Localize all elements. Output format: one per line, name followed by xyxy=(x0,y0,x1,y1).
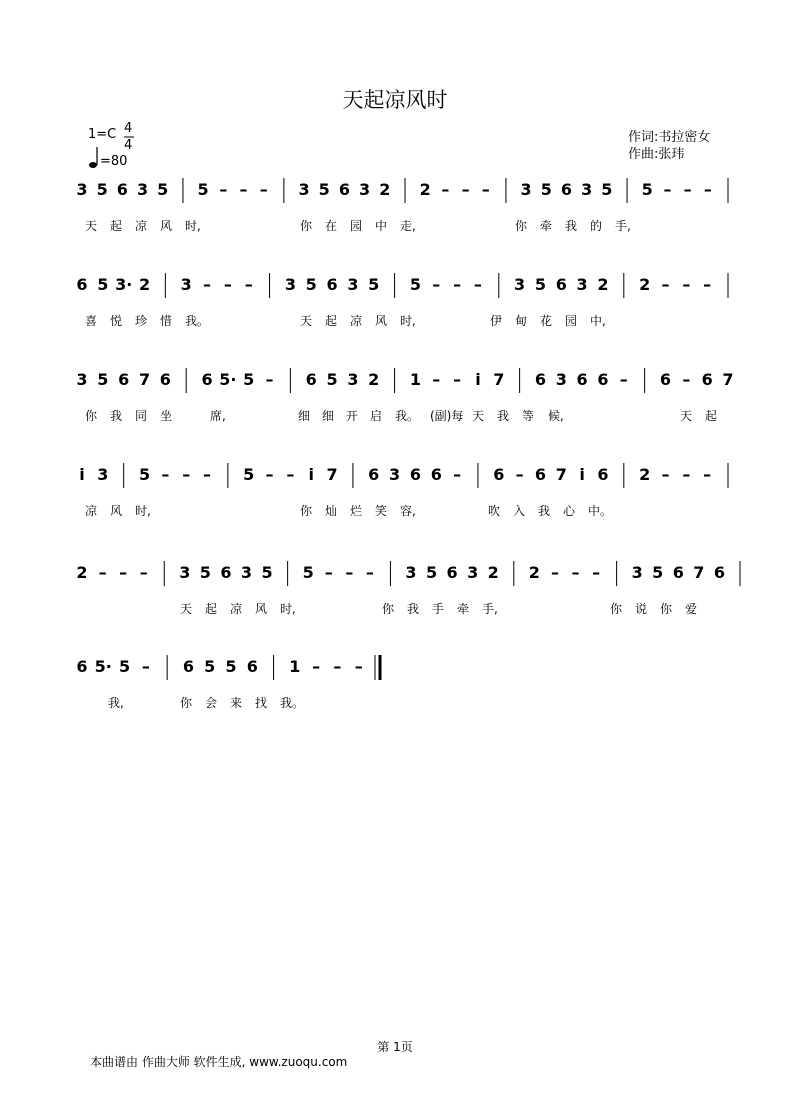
dash-hold: – xyxy=(515,465,524,484)
note: 3 xyxy=(520,180,532,199)
lyric-syllable: 珍 xyxy=(135,314,148,328)
note: 5· xyxy=(94,657,112,676)
note: 6 xyxy=(409,465,421,484)
note: 5 xyxy=(204,657,216,676)
note: 3 xyxy=(240,563,253,582)
lyric-syllable: 笑 xyxy=(375,504,388,518)
note: 5· xyxy=(219,370,237,389)
lyric-syllable: 说 xyxy=(635,602,648,616)
note: 5 xyxy=(326,370,338,389)
note: 6 xyxy=(118,370,130,389)
note: 5 xyxy=(225,657,237,676)
note: 6 xyxy=(534,370,547,389)
note: 5 xyxy=(540,180,552,199)
note: 5 xyxy=(652,563,664,582)
lyric-syllable: 凉 xyxy=(85,504,98,518)
dash-hold: – xyxy=(682,275,691,294)
note: 3 xyxy=(76,180,88,199)
lyric-syllable: 你 xyxy=(85,409,98,423)
lyric-syllable: 手, xyxy=(482,602,498,616)
dash-hold: – xyxy=(441,180,450,199)
note: 3 xyxy=(180,275,192,294)
note: 3 xyxy=(347,370,359,389)
note: i xyxy=(475,370,481,389)
lyric-syllable: 牵 xyxy=(457,602,470,616)
note: 2 xyxy=(639,465,651,484)
lyric-syllable: 候, xyxy=(548,409,564,423)
lyric-syllable: (副)每 xyxy=(430,409,464,423)
dash-hold: – xyxy=(682,370,691,389)
dash-hold: – xyxy=(453,275,462,294)
lyric-syllable: 我 xyxy=(565,219,578,233)
dash-hold: – xyxy=(219,180,228,199)
note: 5 xyxy=(425,563,438,582)
dash-hold: – xyxy=(324,563,333,582)
note: 1 xyxy=(409,370,421,389)
note: 6 xyxy=(76,275,88,294)
dash-hold: – xyxy=(244,275,253,294)
lyric-syllable: 园 xyxy=(350,219,363,233)
lyricist-credit: 作词:书拉密女 xyxy=(628,130,711,145)
note: 6 xyxy=(672,563,684,582)
note: 7 xyxy=(722,370,734,389)
note: 6 xyxy=(305,370,317,389)
dash-hold: – xyxy=(481,180,490,199)
dash-hold: – xyxy=(703,275,712,294)
note: 6 xyxy=(493,465,505,484)
lyric-syllable: 凉 xyxy=(350,314,363,328)
lyric-syllable: 惜 xyxy=(160,314,173,328)
lyric-syllable: 悦 xyxy=(110,314,123,328)
lyric-syllable: 甸 xyxy=(515,314,528,328)
dash-hold: – xyxy=(141,657,150,676)
system-5 xyxy=(76,561,740,616)
song-title: 天起凉风时 xyxy=(342,88,448,112)
lyric-syllable: 入 xyxy=(513,504,526,518)
lyric-syllable: 我 xyxy=(110,409,123,423)
dash-hold: – xyxy=(432,275,441,294)
note: 5 xyxy=(409,275,421,294)
dash-hold: – xyxy=(453,370,462,389)
note: 6 xyxy=(701,370,713,389)
note: 6 xyxy=(555,275,567,294)
dash-hold: – xyxy=(223,275,232,294)
lyric-syllable: 风 xyxy=(160,219,173,233)
lyric-syllable: 风 xyxy=(255,602,268,616)
note: 6 xyxy=(597,370,609,389)
note: 5 xyxy=(368,275,380,294)
note: 3 xyxy=(631,563,643,582)
lyric-syllable: 在 xyxy=(325,219,338,233)
dash-hold: – xyxy=(663,180,672,199)
lyric-syllable: 凉 xyxy=(230,602,243,616)
key-signature: 1=C xyxy=(88,127,117,142)
note: 3 xyxy=(298,180,310,199)
dash-hold: – xyxy=(703,180,712,199)
dash-hold: – xyxy=(592,563,601,582)
dash-hold: – xyxy=(239,180,248,199)
note: 3 xyxy=(284,275,296,294)
note: 6 xyxy=(534,465,547,484)
dash-hold: – xyxy=(473,275,482,294)
dash-hold: – xyxy=(661,465,670,484)
lyric-syllable: 伊 xyxy=(490,314,503,328)
lyric-syllable: 吹 xyxy=(488,504,501,518)
dash-hold: – xyxy=(203,275,212,294)
note: 6 xyxy=(182,657,194,676)
dash-hold: – xyxy=(312,657,321,676)
dash-hold: – xyxy=(619,370,628,389)
note: 3 xyxy=(389,465,401,484)
note: 7 xyxy=(138,370,151,389)
dash-hold: – xyxy=(119,563,128,582)
lyric-syllable: 起 xyxy=(110,219,123,233)
note: 6 xyxy=(446,563,458,582)
dash-hold: – xyxy=(265,465,274,484)
system-6 xyxy=(76,655,380,710)
dash-hold: – xyxy=(661,275,670,294)
lyric-syllable: 细 xyxy=(322,409,335,423)
note: 5 xyxy=(157,180,169,199)
note: 2 xyxy=(639,275,651,294)
note: 5 xyxy=(305,275,317,294)
lyric-syllable: 手, xyxy=(615,219,631,233)
note: 2 xyxy=(368,370,380,389)
lyric-syllable: 牵 xyxy=(540,219,553,233)
note: 5 xyxy=(601,180,613,199)
note: 5 xyxy=(97,370,109,389)
lyric-syllable: 天 xyxy=(472,409,485,423)
lyric-syllable: 找 xyxy=(255,696,268,710)
note: 1 xyxy=(289,657,301,676)
lyric-syllable: 我 xyxy=(497,409,510,423)
note: 3 xyxy=(555,370,567,389)
note: 7 xyxy=(493,370,505,389)
note: 5 xyxy=(199,563,211,582)
dash-hold: – xyxy=(182,465,191,484)
lyric-syllable: 天 xyxy=(300,314,313,328)
lyric-syllable: 来 xyxy=(230,696,243,710)
lyric-syllable: 你 xyxy=(300,219,313,233)
note: 5 xyxy=(243,370,255,389)
note: 2 xyxy=(419,180,431,199)
note: 2 xyxy=(379,180,391,199)
dash-hold: – xyxy=(571,563,580,582)
note: 3 xyxy=(359,180,371,199)
note: 3 xyxy=(347,275,359,294)
lyric-syllable: 时, xyxy=(280,602,296,616)
dash-hold: – xyxy=(461,180,470,199)
page-number: 第 1页 xyxy=(377,1040,413,1054)
lyric-syllable: 中 xyxy=(375,219,388,233)
dash-hold: – xyxy=(259,180,268,199)
lyric-syllable: 我, xyxy=(108,696,124,710)
note: 3 xyxy=(467,563,479,582)
note: 3 xyxy=(76,370,88,389)
lyric-syllable: 园 xyxy=(565,314,578,328)
lyric-syllable: 风 xyxy=(375,314,388,328)
dash-hold: – xyxy=(432,370,441,389)
footer-credit: 本曲谱由 作曲大师 软件生成, www.zuoqu.com xyxy=(90,1055,348,1069)
note: 3 xyxy=(576,275,588,294)
lyric-syllable: 的 xyxy=(590,219,603,233)
dash-hold: – xyxy=(286,465,295,484)
lyric-syllable: 同 xyxy=(135,409,148,423)
lyric-syllable: 容, xyxy=(400,504,416,518)
lyric-syllable: 喜 xyxy=(85,314,98,328)
note: 2 xyxy=(597,275,609,294)
note: 5 xyxy=(197,180,209,199)
note: 6 xyxy=(201,370,213,389)
note: 2 xyxy=(76,563,88,582)
lyric-syllable: 启 xyxy=(370,409,383,423)
note: 3 xyxy=(514,275,526,294)
lyric-syllable: 烂 xyxy=(350,504,363,518)
note: 2 xyxy=(138,275,151,294)
lyric-syllable: 你 xyxy=(300,504,313,518)
dash-hold: – xyxy=(550,563,559,582)
dash-hold: – xyxy=(333,657,342,676)
note: 6 xyxy=(76,657,88,676)
note: 5 xyxy=(138,465,151,484)
lyric-syllable: 花 xyxy=(540,314,553,328)
dash-hold: – xyxy=(265,370,274,389)
system-3 xyxy=(76,368,733,423)
note: 6 xyxy=(713,563,726,582)
dash-hold: – xyxy=(203,465,212,484)
note: 3 xyxy=(179,563,191,582)
lyric-syllable: 凉 xyxy=(135,219,148,233)
dash-hold: – xyxy=(453,465,462,484)
note: 6 xyxy=(430,465,442,484)
note: 6 xyxy=(659,370,672,389)
lyric-syllable: 中。 xyxy=(588,504,613,518)
dash-hold: – xyxy=(683,180,692,199)
systems-layer xyxy=(76,178,740,710)
lyric-syllable: 细 xyxy=(298,409,311,423)
lyric-syllable: 我。 xyxy=(395,409,420,423)
note: 5 xyxy=(302,563,314,582)
note: 6 xyxy=(220,563,232,582)
note: 3 xyxy=(581,180,593,199)
note: i xyxy=(579,465,585,484)
system-4 xyxy=(79,463,728,518)
lyric-syllable: 你 xyxy=(180,696,193,710)
note: 3 xyxy=(97,465,109,484)
lyric-syllable: 等 xyxy=(522,409,535,423)
note: 7 xyxy=(326,465,338,484)
note: 5 xyxy=(97,275,109,294)
lyric-syllable: 手 xyxy=(432,602,445,616)
note: 5 xyxy=(318,180,330,199)
lyric-syllable: 心 xyxy=(563,504,576,518)
lyric-syllable: 我。 xyxy=(185,314,210,328)
time-signature-bottom: 4 xyxy=(124,138,133,153)
dash-hold: – xyxy=(161,465,170,484)
dash-hold: – xyxy=(139,563,148,582)
lyric-syllable: 你 xyxy=(515,219,528,233)
lyric-syllable: 中, xyxy=(590,314,606,328)
note: 2 xyxy=(487,563,499,582)
dash-hold: – xyxy=(98,563,107,582)
system-2 xyxy=(76,273,728,328)
note: 6 xyxy=(116,180,128,199)
lyric-syllable: 起 xyxy=(705,409,718,423)
note: 3· xyxy=(115,275,133,294)
note: 2 xyxy=(528,563,540,582)
dash-hold: – xyxy=(345,563,354,582)
system-1 xyxy=(76,178,728,233)
dash-hold: – xyxy=(682,465,691,484)
lyric-syllable: 坐 xyxy=(160,409,173,423)
dash-hold: – xyxy=(354,657,363,676)
dash-hold: – xyxy=(365,563,374,582)
lyric-syllable: 我。 xyxy=(280,696,305,710)
time-signature-top: 4 xyxy=(124,121,133,136)
lyric-syllable: 天 xyxy=(180,602,193,616)
note: 6 xyxy=(326,275,338,294)
note: 5 xyxy=(96,180,108,199)
note: 5 xyxy=(641,180,653,199)
lyric-syllable: 风 xyxy=(110,504,123,518)
composer-credit: 作曲:张玮 xyxy=(628,147,685,162)
lyric-syllable: 开 xyxy=(346,409,359,423)
note: 5 xyxy=(534,275,547,294)
lyric-syllable: 时, xyxy=(135,504,151,518)
lyric-syllable: 会 xyxy=(205,696,218,710)
lyric-syllable: 你 xyxy=(610,602,623,616)
lyric-syllable: 天 xyxy=(680,409,693,423)
dash-hold: – xyxy=(703,465,712,484)
note: 5 xyxy=(243,465,255,484)
lyric-syllable: 天 xyxy=(85,219,98,233)
lyric-syllable: 灿 xyxy=(325,504,338,518)
note: 6 xyxy=(246,657,258,676)
lyric-syllable: 起 xyxy=(205,602,218,616)
note: 6 xyxy=(576,370,588,389)
lyric-syllable: 走, xyxy=(400,219,416,233)
lyric-syllable: 你 xyxy=(382,602,395,616)
note: 3 xyxy=(136,180,149,199)
lyric-syllable: 时, xyxy=(400,314,416,328)
lyric-syllable: 时, xyxy=(185,219,201,233)
lyric-syllable: 起 xyxy=(325,314,338,328)
lyric-syllable: 我 xyxy=(407,602,420,616)
lyric-syllable: 我 xyxy=(538,504,551,518)
note: 7 xyxy=(555,465,567,484)
note: 5 xyxy=(119,657,131,676)
note: 3 xyxy=(405,563,417,582)
note: 7 xyxy=(693,563,705,582)
note: 6 xyxy=(368,465,380,484)
note: 6 xyxy=(560,180,573,199)
lyric-syllable: 爱 xyxy=(685,602,698,616)
note: 5 xyxy=(261,563,273,582)
lyric-syllable: 席, xyxy=(210,409,226,423)
note: 6 xyxy=(597,465,609,484)
tempo-marking: =80 xyxy=(100,154,128,169)
note: i xyxy=(79,465,85,484)
lyric-syllable: 你 xyxy=(660,602,673,616)
quarter-note-icon xyxy=(89,147,97,168)
note: 6 xyxy=(338,180,351,199)
note: i xyxy=(308,465,314,484)
note: 6 xyxy=(159,370,171,389)
